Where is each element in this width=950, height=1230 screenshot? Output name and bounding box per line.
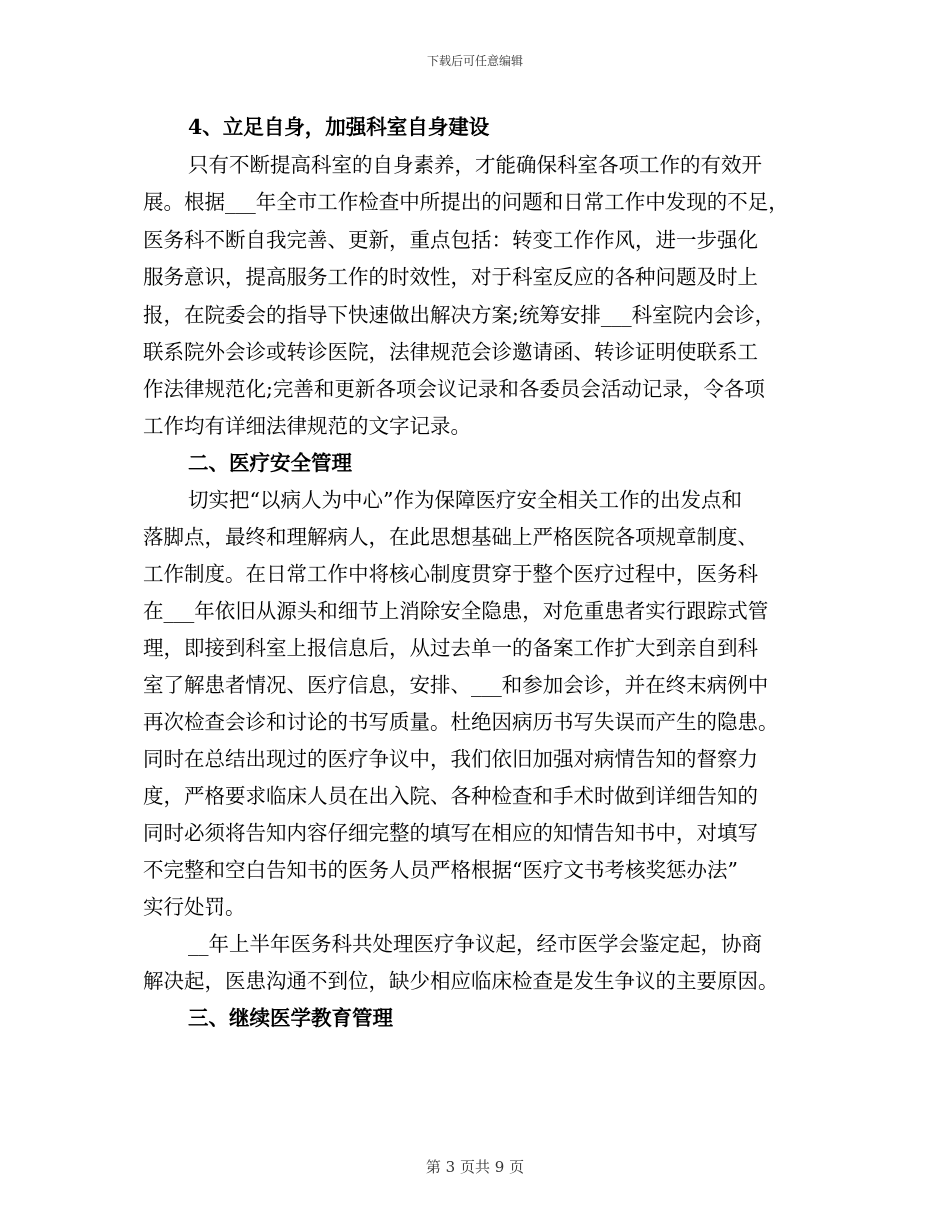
page-footer: 第 3 页共 9 页 [425, 1158, 525, 1176]
paragraph-line: 同时在总结出现过的医疗争议中，我们依旧加强对病情告知的督察力 [143, 747, 758, 771]
page-header: 下载后可任意编辑 [426, 54, 523, 68]
paragraph-line: 解决起，医患沟通不到位，缺少相应临床检查是发生争议的主要原因。 [143, 969, 779, 993]
paragraph-line: 工作制度。在日常工作中将核心制度贯穿于整个医疗过程中，医务科 [143, 562, 758, 586]
paragraph-line: 度，严格要求临床人员在出入院、各种检查和手术时做到详细告知的 [143, 784, 758, 808]
paragraph-line: 理，即接到科室上报信息后，从过去单一的备案工作扩大到亲自到科 [143, 636, 758, 660]
section-heading: 三、继续医学教育管理 [188, 1006, 393, 1030]
paragraph-line: 医务科不断自我完善、更新，重点包括：转变工作作风，进一步强化 [143, 228, 758, 252]
paragraph-line: 室了解患者情况、医疗信息，安排、___和参加会诊，并在终末病例中 [143, 673, 769, 697]
paragraph-line: 只有不断提高科室的自身素养，才能确保科室各项工作的有效开 [188, 153, 762, 177]
paragraph-line: 落脚点，最终和理解病人，在此思想基础上严格医院各项规章制度、 [143, 525, 758, 549]
paragraph-line: 切实把“以病人为中心”作为保障医疗安全相关工作的出发点和 [188, 488, 742, 512]
paragraph-line: 报，在院委会的指导下快速做出解决方案;统筹安排___科室院内会诊， [143, 303, 776, 327]
section-heading: 4、立足自身，加强科室自身建设 [188, 115, 490, 139]
paragraph-line: 再次检查会诊和讨论的书写质量。杜绝因病历书写失误而产生的隐患。 [143, 710, 779, 734]
paragraph-line: 服务意识，提高服务工作的时效性，对于科室反应的各种问题及时上 [143, 265, 758, 289]
section-heading: 二、医疗安全管理 [188, 451, 352, 475]
paragraph-line: 同时必须将告知内容仔细完整的填写在相应的知情告知书中，对填写 [143, 821, 758, 845]
paragraph-line: 不完整和空白告知书的医务人员严格根据“医疗文书考核奖惩办法” [143, 858, 738, 882]
paragraph-line: 工作均有详细法律规范的文字记录。 [143, 414, 471, 438]
paragraph-line: 展。根据___年全市工作检查中所提出的问题和日常工作中发现的不足， [143, 190, 789, 214]
paragraph-line: 联系院外会诊或转诊医院，法律规范会诊邀请函、转诊证明使联系工 [143, 340, 758, 364]
paragraph-line: __年上半年医务科共处理医疗争议起，经市医学会鉴定起，协商 [188, 932, 762, 956]
paragraph-line: 作法律规范化;完善和更新各项会议记录和各委员会活动记录，令各项 [143, 377, 765, 401]
paragraph-line: 在___年依旧从源头和细节上消除安全隐患，对危重患者实行跟踪式管 [143, 599, 769, 623]
paragraph-line: 实行处罚。 [143, 895, 246, 919]
